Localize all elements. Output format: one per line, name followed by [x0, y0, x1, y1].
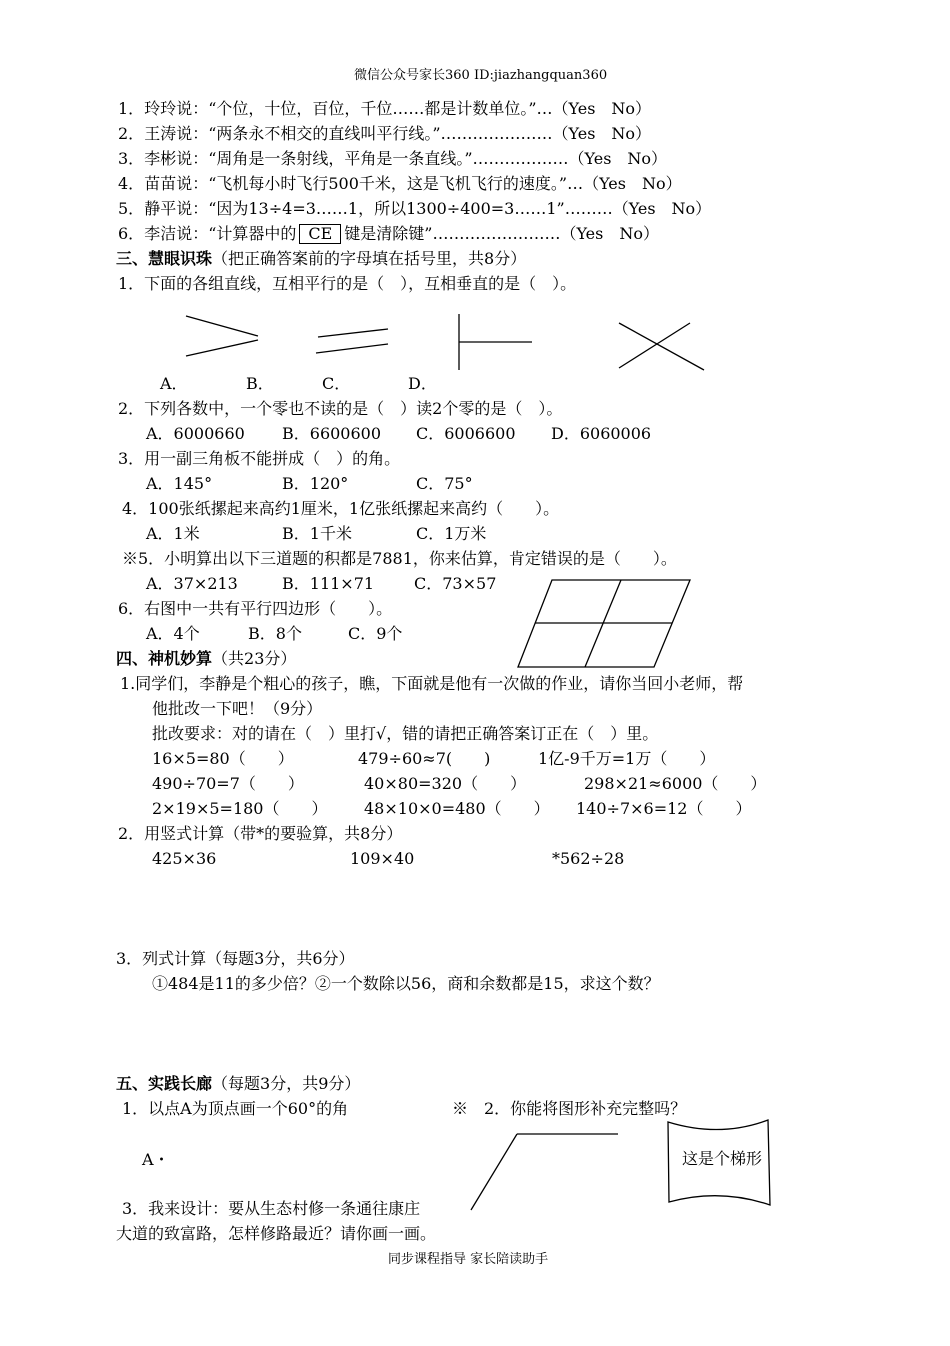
- s5-q1: 1．以点A为顶点画一个60°的角: [122, 1099, 349, 1118]
- lines-d-figure: [619, 323, 704, 370]
- section-5-heading: 五、实践长廊（每题3分，共9分）: [116, 1074, 361, 1093]
- section-3-heading: 三、慧眼识珠（把正确答案前的字母填在括号里，共8分）: [116, 249, 527, 268]
- s5-q3-line2: 大道的致富路，怎样修路最近？请你画一画。: [116, 1224, 437, 1243]
- calc-3-2: 48×10×0=480（ ）: [364, 799, 550, 818]
- trapezoid-label: 这是个梯形: [682, 1149, 763, 1168]
- s4-q2: 2．用竖式计算（带*的要验算，共8分）: [118, 824, 403, 843]
- s3-q2: 2．下列各数中，一个零也不读的是（ ）读2个零的是（ ）。: [118, 399, 563, 418]
- point-a-label: A・: [142, 1150, 170, 1169]
- s4-q1-line1: 1.同学们，李静是个粗心的孩子，瞧，下面就是他有一次做的作业，请你当回小老师，帮: [120, 674, 744, 693]
- s3-q6-opt-b: B．8个: [248, 624, 302, 643]
- ce-key-box: CE: [299, 224, 341, 244]
- s3-q6-opt-a: A．4个: [146, 624, 200, 643]
- lines-b-figure: [316, 329, 388, 353]
- s3-q6-opt-c: C．9个: [348, 624, 403, 643]
- line-label-a: A．: [160, 374, 188, 393]
- judge-item-2: 2．王涛说：“两条永不相交的直线叫平行线。”…………………（Yes No）: [118, 124, 652, 143]
- line-label-b: B．: [246, 374, 274, 393]
- s5-q3-line1: 3．我来设计：要从生态村修一条通往康庄: [122, 1199, 421, 1218]
- s3-q3-opt-c: C．75°: [416, 474, 473, 493]
- line-label-d: D．: [408, 374, 437, 393]
- s3-q3-opt-b: B．120°: [282, 474, 349, 493]
- judge-item-6: 6．李洁说：“计算器中的 CE 键是清除键”……………………（Yes No）: [118, 224, 659, 243]
- s3-q3: 3．用一副三角板不能拼成（ ）的角。: [118, 449, 401, 468]
- s4-q3-body: ①484是11的多少倍？②一个数除以56，商和余数都是15，求这个数？: [152, 974, 660, 993]
- judge-item-3: 3．李彬说：“周角是一条射线，平角是一条直线。”………………（Yes No）: [118, 149, 668, 168]
- parallelogram-grid-figure: [518, 580, 690, 667]
- vertical-calc-2: 109×40: [350, 849, 415, 868]
- s3-q4-opt-c: C．1万米: [416, 524, 487, 543]
- s3-q4: 4．100张纸摞起来高约1厘米，1亿张纸摞起来高约（ ）。: [122, 499, 560, 518]
- s3-q5-opt-a: A．37×213: [146, 574, 238, 593]
- page-header: 微信公众号家长360 ID:jiazhangquan360: [354, 68, 608, 83]
- judge-item-5: 5．静平说：“因为13÷4=3……1，所以1300÷400=3……1”………（Yes No）: [118, 199, 712, 218]
- page-footer: 同步课程指导 家长陪读助手: [388, 1252, 549, 1267]
- calc-3-1: 2×19×5=180（ ）: [152, 799, 328, 818]
- calc-1-2: 479÷60≈7( ): [358, 749, 491, 768]
- calc-1-3: 1亿-9千万=1万（ ）: [538, 749, 716, 768]
- s3-q5-opt-b: B．111×71: [282, 574, 375, 593]
- calc-2-1: 490÷70=7（ ）: [152, 774, 304, 793]
- s3-q2-opt-d: D．6060006: [551, 424, 652, 443]
- vertical-calc-1: 425×36: [152, 849, 217, 868]
- s3-q3-opt-a: A．145°: [146, 474, 213, 493]
- calc-3-3: 140÷7×6=12（ ）: [576, 799, 752, 818]
- vertical-calc-3: *562÷28: [552, 849, 625, 868]
- lines-c-figure: [459, 314, 532, 370]
- s3-q1: 1．下面的各组直线，互相平行的是（ ），互相垂直的是（ ）。: [118, 274, 577, 293]
- calc-2-2: 40×80=320（ ）: [364, 774, 527, 793]
- s3-q4-opt-b: B．1千米: [282, 524, 352, 543]
- calc-1-1: 16×5=80（ ）: [152, 749, 294, 768]
- incomplete-trapezoid-figure: [471, 1134, 618, 1210]
- s3-q5-opt-c: C．73×57: [414, 574, 497, 593]
- s3-q2-opt-a: A．6000660: [146, 424, 245, 443]
- trapezoid-flag-shape: [668, 1120, 770, 1205]
- s3-q6: 6．右图中一共有平行四边形（ ）。: [118, 599, 393, 618]
- s4-q1-line2: 他批改一下吧！（9分）: [152, 699, 323, 718]
- section-4-heading: 四、神机妙算（共23分）: [116, 649, 297, 668]
- s4-q3: 3．列式计算（每题3分，共6分）: [116, 949, 355, 968]
- calc-2-3: 298×21≈6000（ ）: [584, 774, 767, 793]
- s5-q2: ※ 2．你能将图形补充完整吗？: [452, 1099, 687, 1118]
- judge-item-1: 1．玲玲说：“个位，十位，百位，千位……都是计数单位。”…（Yes No）: [118, 99, 652, 118]
- s3-q4-opt-a: A．1米: [146, 524, 200, 543]
- line-label-c: C．: [322, 374, 351, 393]
- s3-q2-opt-c: C．6006600: [416, 424, 516, 443]
- s4-q1-instruction: 批改要求：对的请在（ ）里打√，错的请把正确答案订正在（ ）里。: [152, 724, 659, 743]
- lines-a-figure: [186, 316, 258, 356]
- s3-q2-opt-b: B．6600600: [282, 424, 382, 443]
- s3-q5: ※5．小明算出以下三道题的积都是7881，你来估算，肯定错误的是（ ）。: [122, 549, 677, 568]
- judge-item-4: 4．苗苗说：“飞机每小时飞行500千米，这是飞机飞行的速度。”…（Yes No）: [118, 174, 682, 193]
